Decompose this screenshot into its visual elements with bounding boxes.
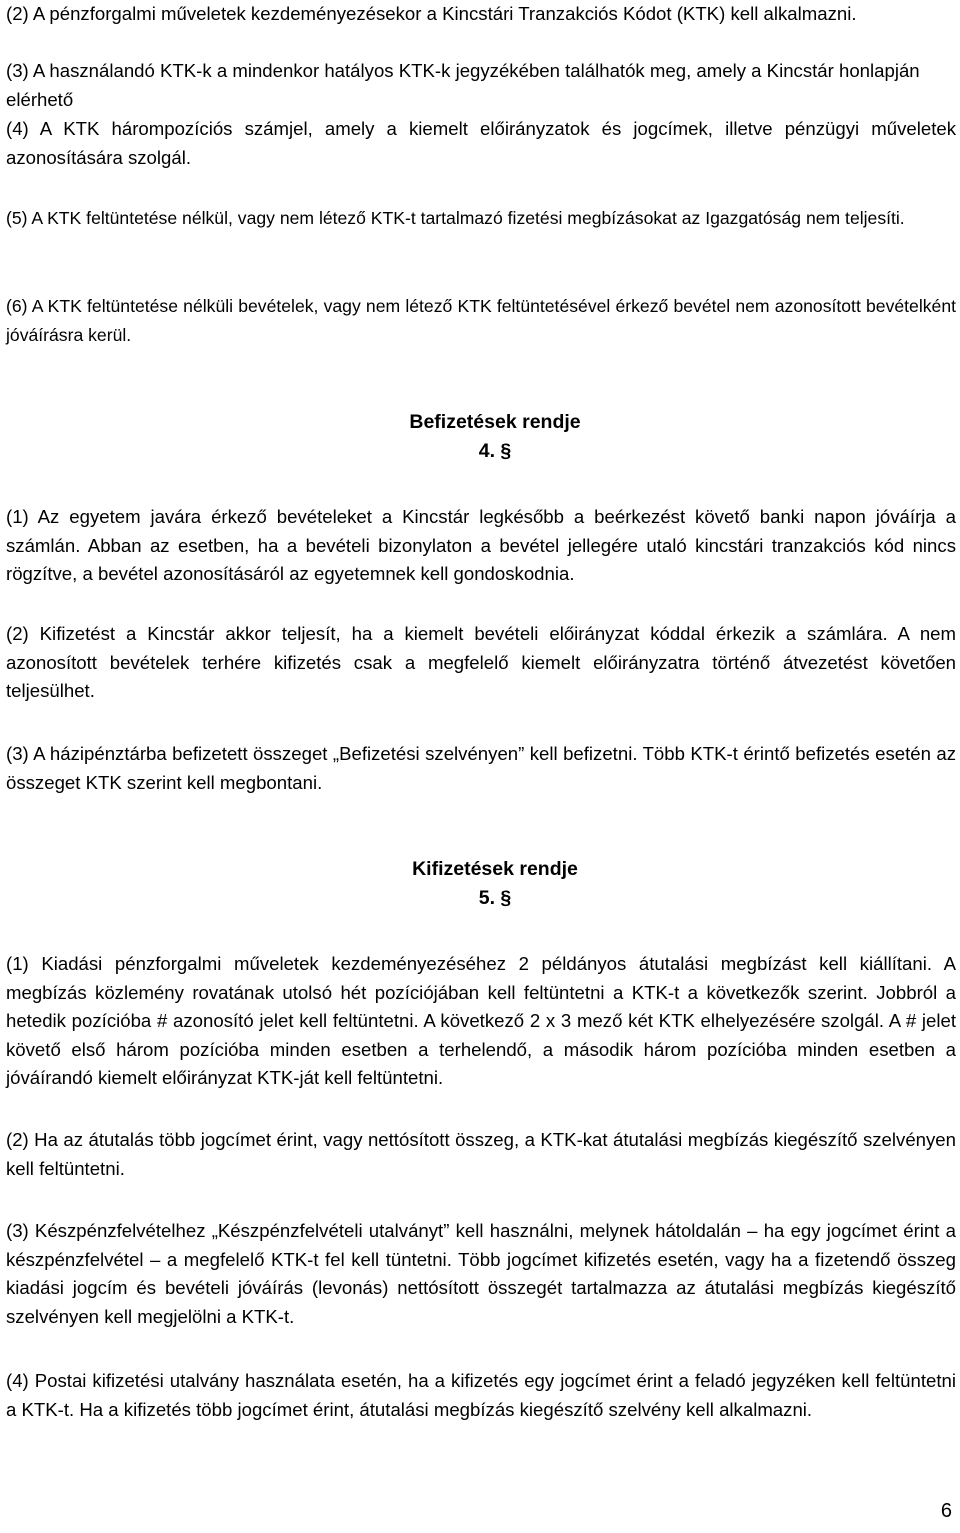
section-5-paragraph-4: (4) Postai kifizetési utalvány használata esetén, ha a kifizetés egy jogcímet érint a feladó jegyzéken kell feltüntetni a KTK-t. Ha a kifizetés több jogcímet érint, átutalási megbízás kiegészítő szelvény kell alkalmazni. bbox=[6, 1370, 956, 1420]
page-number: 6 bbox=[940, 1500, 952, 1522]
section-4-paragraph-1: (1) Az egyetem javára érkező bevételeket a Kincstár legkésőbb a beérkezést követő banki napon jóváírja a számlán. Abban az esetben, ha a bevételi bizonylaton a bevétel jellegére utaló kincstári tranzakciós kód nincs rögzítve, a bevétel azonosításáról az egyetemnek kell gondoskodnia. bbox=[6, 506, 956, 584]
paragraph-4-prev: (4) A KTK hárompozíciós számjel, amely a kiemelt előirányzatok és jogcímek, illetve pénzügyi műveletek azonosítására szolgál. bbox=[6, 118, 956, 168]
section-5-paragraph-1: (1) Kiadási pénzforgalmi műveletek kezdeményezéséhez 2 példányos átutalási megbízást kell kiállítani. A megbízás közlemény rovatának utolsó hét pozíciójában kell feltüntetni a KTK-t a következők szerint. Jobbról a hetedik pozícióba # azonosító jelet kell feltüntetni. A következő 2 x 3 mező két KTK elhelyezésére szolgál. A # jelet követő első három pozícióba minden esetben a terhelendő, a második három pozícióba minden esetben a jóváírandó kiemelt előirányzat KTK-ját kell feltüntetni. bbox=[6, 953, 956, 1088]
paragraph-5-prev: (5) A KTK feltüntetése nélkül, vagy nem létező KTK-t tartalmazó fizetési megbízásokat az Igazgatóság nem teljesíti. bbox=[6, 208, 905, 228]
section-4-title: Befizetések rendje bbox=[409, 411, 581, 433]
section-5-paragraph-2: (2) Ha az átutalás több jogcímet érint, vagy nettósított összeg, a KTK-kat átutalási megbízás kiegészítő szelvényen kell feltüntetni. bbox=[6, 1129, 956, 1179]
section-4-paragraph-3: (3) A házipénztárba befizetett összeget „Befizetési szelvényen” kell befizetni. Több KTK-t érintő befizetés esetén az összeget KTK szerint kell megbontani. bbox=[6, 743, 956, 793]
section-5-title: Kifizetések rendje bbox=[412, 858, 578, 880]
section-4-paragraph-2: (2) Kifizetést a Kincstár akkor teljesít, ha a kiemelt bevételi előirányzat kóddal érkezik a számlára. A nem azonosított bevételek terhére kifizetés csak a megfelelő kiemelt előirányzatra történő átvezetést követően teljesülhet. bbox=[6, 623, 956, 701]
section-5-number: 5. § bbox=[478, 887, 512, 909]
paragraph-3-prev: (3) A használandó KTK-k a mindenkor hatályos KTK-k jegyzékében találhatók meg, amely a Kincstár honlapján elérhető bbox=[6, 60, 920, 110]
paragraph-2-prev: (2) A pénzforgalmi műveletek kezdeményezésekor a Kincstári Tranzakciós Kódot (KTK) kell alkalmazni. bbox=[6, 3, 857, 24]
section-5-paragraph-3: (3) Készpénzfelvételhez „Készpénzfelvételi utalványt” kell használni, melynek hátoldalán – ha egy jogcímet érint a készpénzfelvétel – a megfelelő KTK-t fel kell tüntetni. Több jogcímet kifizetés esetén, vagy ha a fizetendő összeg kiadási jogcím és bevételi jóváírás (levonás) nettósított összegét tartalmazza az átutalási megbízás kiegészítő szelvényen kell megjelölni a KTK-t. bbox=[6, 1220, 956, 1327]
paragraph-6-prev: (6) A KTK feltüntetése nélküli bevételek, vagy nem létező KTK feltüntetésével érkező bevétel nem azonosított bevételként jóváírásra kerül. bbox=[6, 296, 956, 345]
section-4-number: 4. § bbox=[478, 440, 512, 462]
